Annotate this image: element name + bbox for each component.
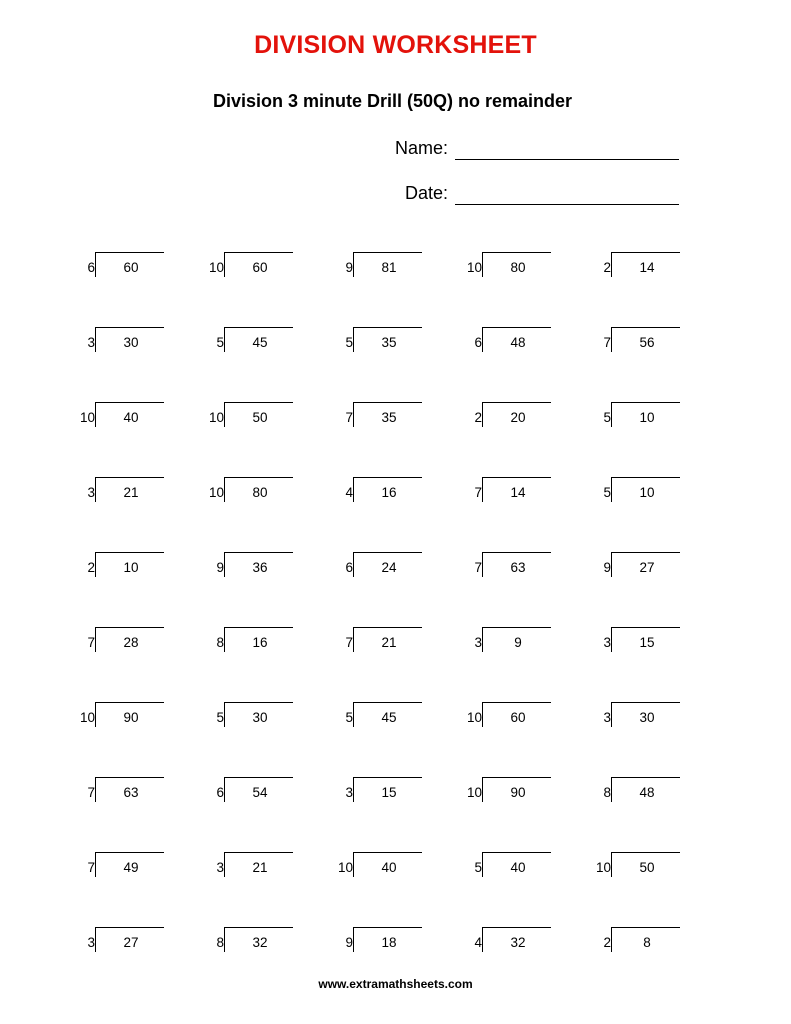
dividend: 32: [252, 935, 268, 950]
dividend: 20: [510, 410, 526, 425]
divisor: 10: [79, 710, 95, 725]
divisor: 9: [345, 260, 353, 275]
divisor: 3: [87, 335, 95, 350]
dividend: 15: [381, 785, 397, 800]
division-problem: [194, 627, 324, 667]
divisor: 7: [603, 335, 611, 350]
division-problem: [323, 402, 453, 442]
division-problem: [323, 552, 453, 592]
divisor: 2: [474, 410, 482, 425]
dividend: 45: [381, 710, 397, 725]
divisor: 6: [474, 335, 482, 350]
division-problem: [581, 552, 711, 592]
divisor: 8: [216, 635, 224, 650]
division-problem: [194, 852, 324, 892]
division-problem: [65, 252, 195, 292]
division-problem: [581, 702, 711, 742]
dividend: 28: [123, 635, 139, 650]
dividend: 21: [381, 635, 397, 650]
dividend: 27: [123, 935, 139, 950]
divisor: 2: [603, 935, 611, 950]
division-problem: [581, 477, 711, 517]
division-problem: [65, 552, 195, 592]
division-problem: [452, 552, 582, 592]
dividend: 24: [381, 560, 397, 575]
name-label: Name:: [394, 138, 448, 158]
dividend: 10: [639, 410, 655, 425]
divisor: 5: [216, 335, 224, 350]
dividend: 48: [510, 335, 526, 350]
division-problem: [323, 777, 453, 817]
division-problem: [452, 402, 582, 442]
divisor: 8: [216, 935, 224, 950]
division-problem: [581, 327, 711, 367]
divisor: 3: [345, 785, 353, 800]
divisor: 5: [603, 485, 611, 500]
division-problem: [65, 702, 195, 742]
divisor: 7: [87, 635, 95, 650]
division-problem: [452, 702, 582, 742]
divisor: 9: [603, 560, 611, 575]
dividend: 21: [252, 860, 268, 875]
division-problem: [323, 477, 453, 517]
dividend: 56: [639, 335, 655, 350]
division-problem: [65, 402, 195, 442]
divisor: 10: [79, 410, 95, 425]
dividend: 63: [510, 560, 526, 575]
division-problem: [323, 927, 453, 967]
divisor: 7: [87, 785, 95, 800]
divisor: 7: [474, 485, 482, 500]
dividend: 32: [510, 935, 526, 950]
division-problem: [65, 477, 195, 517]
date-label: Date:: [404, 183, 448, 203]
division-problem: [65, 777, 195, 817]
divisor: 8: [603, 785, 611, 800]
divisor: 9: [345, 935, 353, 950]
dividend: 35: [381, 410, 397, 425]
dividend: 14: [510, 485, 526, 500]
divisor: 6: [216, 785, 224, 800]
divisor: 6: [345, 560, 353, 575]
division-problem: [194, 552, 324, 592]
dividend: 9: [514, 635, 522, 650]
division-problem: [65, 927, 195, 967]
divisor: 3: [474, 635, 482, 650]
division-problem: [581, 627, 711, 667]
divisor: 7: [474, 560, 482, 575]
divisor: 4: [345, 485, 353, 500]
divisor: 2: [603, 260, 611, 275]
division-problem: [194, 402, 324, 442]
division-problem: [581, 777, 711, 817]
divisor: 3: [87, 935, 95, 950]
division-problem: [581, 402, 711, 442]
divisor: 10: [595, 860, 611, 875]
dividend: 63: [123, 785, 139, 800]
divisor: 7: [87, 860, 95, 875]
divisor: 9: [216, 560, 224, 575]
divisor: 5: [603, 410, 611, 425]
divisor: 10: [208, 485, 224, 500]
dividend: 80: [510, 260, 526, 275]
divisor: 4: [474, 935, 482, 950]
divisor: 10: [208, 410, 224, 425]
worksheet-subtitle: Division 3 minute Drill (50Q) no remainder: [212, 91, 573, 111]
dividend: 8: [643, 935, 651, 950]
dividend: 36: [252, 560, 268, 575]
division-problem: [581, 852, 711, 892]
division-problem: [194, 327, 324, 367]
divisor: 3: [603, 635, 611, 650]
dividend: 60: [252, 260, 268, 275]
dividend: 15: [639, 635, 655, 650]
divisor: 5: [345, 335, 353, 350]
divisor: 10: [208, 260, 224, 275]
dividend: 45: [252, 335, 268, 350]
division-problem: [65, 327, 195, 367]
divisor: 2: [87, 560, 95, 575]
dividend: 35: [381, 335, 397, 350]
divisor: 10: [466, 710, 482, 725]
divisor: 7: [345, 410, 353, 425]
division-problem: [452, 927, 582, 967]
division-problem: [194, 477, 324, 517]
division-problem: [323, 627, 453, 667]
dividend: 40: [123, 410, 139, 425]
dividend: 90: [123, 710, 139, 725]
division-problem: [194, 777, 324, 817]
division-problem: [452, 852, 582, 892]
divisor: 3: [603, 710, 611, 725]
dividend: 30: [639, 710, 655, 725]
divisor: 10: [466, 260, 482, 275]
division-problem: [323, 252, 453, 292]
date-line: [455, 204, 679, 205]
dividend: 81: [381, 260, 397, 275]
division-problem: [452, 252, 582, 292]
division-problem: [323, 327, 453, 367]
dividend: 21: [123, 485, 139, 500]
divisor: 3: [87, 485, 95, 500]
divisor: 5: [474, 860, 482, 875]
dividend: 50: [639, 860, 655, 875]
division-problem: [452, 327, 582, 367]
worksheet-title: DIVISION WORKSHEET: [254, 31, 537, 59]
footer-website: www.extramathsheets.com: [318, 977, 473, 991]
dividend: 50: [252, 410, 268, 425]
divisor: 3: [216, 860, 224, 875]
divisor: 10: [337, 860, 353, 875]
dividend: 80: [252, 485, 268, 500]
dividend: 14: [639, 260, 655, 275]
division-problem: [194, 252, 324, 292]
division-problem: [452, 777, 582, 817]
dividend: 16: [381, 485, 397, 500]
division-problem: [323, 702, 453, 742]
division-problem: [194, 927, 324, 967]
dividend: 18: [381, 935, 397, 950]
divisor: 10: [466, 785, 482, 800]
dividend: 60: [510, 710, 526, 725]
dividend: 40: [510, 860, 526, 875]
dividend: 16: [252, 635, 268, 650]
dividend: 10: [123, 560, 139, 575]
division-problem: [581, 252, 711, 292]
division-problem: [452, 477, 582, 517]
division-problem: [452, 627, 582, 667]
divisor: 6: [87, 260, 95, 275]
division-problem: [65, 627, 195, 667]
dividend: 30: [252, 710, 268, 725]
dividend: 27: [639, 560, 655, 575]
dividend: 60: [123, 260, 139, 275]
divisor: 5: [345, 710, 353, 725]
division-problem: [581, 927, 711, 967]
division-problem: [65, 852, 195, 892]
dividend: 30: [123, 335, 139, 350]
divisor: 7: [345, 635, 353, 650]
division-problem: [323, 852, 453, 892]
dividend: 54: [252, 785, 268, 800]
dividend: 49: [123, 860, 139, 875]
name-line: [455, 159, 679, 160]
dividend: 10: [639, 485, 655, 500]
division-problem: [194, 702, 324, 742]
dividend: 48: [639, 785, 655, 800]
divisor: 5: [216, 710, 224, 725]
dividend: 40: [381, 860, 397, 875]
dividend: 90: [510, 785, 526, 800]
